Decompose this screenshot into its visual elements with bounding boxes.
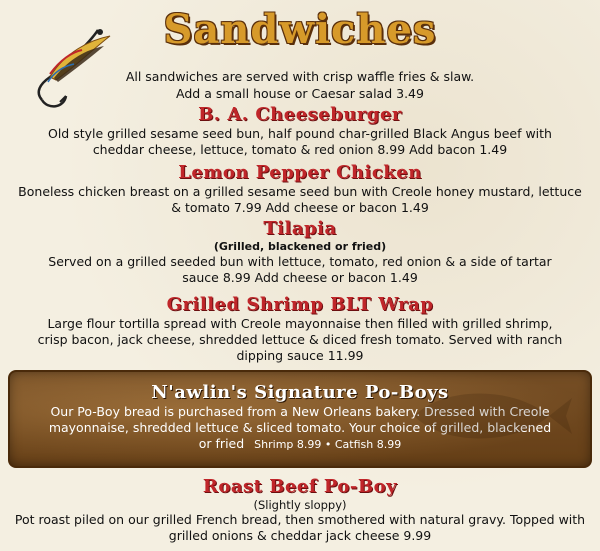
signature-po-boys-banner: [8, 370, 592, 468]
item-desc-line-3: dipping sauce 11.99: [236, 348, 364, 363]
item-name: Grilled Shrimp BLT Wrap: [166, 294, 434, 315]
menu-item-lemon-pepper-chicken: [0, 162, 600, 216]
intro-text: [0, 68, 600, 102]
item-sub: (Slightly sloppy): [253, 498, 347, 512]
item-desc-line-1: Boneless chicken breast on a grilled sesame seed bun with Creole honey mustard, lettuce: [18, 184, 582, 199]
item-name: Tilapia: [263, 218, 337, 239]
item-desc-line-2: cheddar cheese, lettuce, tomato & red onion 8.99 Add bacon 1.49: [92, 142, 508, 157]
signature-line-3-text: or fried: [198, 436, 245, 451]
signature-line-2: mayonnaise, shredded lettuce & sliced tomato. Your choice of grilled, blackened: [48, 420, 552, 435]
item-desc-line-2: sauce 8.99 Add cheese or bacon 1.49: [182, 270, 418, 285]
intro-line-2: Add a small house or Caesar salad 3.49: [176, 86, 424, 101]
menu-item-shrimp-blt-wrap: [0, 294, 600, 364]
signature-prices: Shrimp 8.99 • Catfish 8.99: [254, 438, 402, 451]
item-desc-line-1: Served on a grilled seeded bun with lettuce, tomato, red onion & a side of tartar: [48, 254, 552, 269]
item-desc-line-2: grilled onions & cheddar jack cheese 9.99: [168, 528, 432, 543]
item-desc-line-1: Pot roast piled on our grilled French bread, then smothered with natural gravy. Topped with: [14, 512, 586, 527]
menu-item-roast-beef-po-boy: [0, 476, 600, 544]
menu-item-tilapia: [0, 218, 600, 286]
item-desc-line-2: crisp bacon, jack cheese, shredded lettuce & diced fresh tomato. Served with ranch: [37, 332, 563, 347]
item-desc-line-1: Large flour tortilla spread with Creole mayonnaise then filled with grilled shrimp,: [47, 316, 553, 331]
intro-line-1: All sandwiches are served with crisp waffle fries & slaw.: [125, 69, 475, 84]
item-name: Roast Beef Po-Boy: [202, 476, 398, 497]
item-desc-line-1: Old style grilled sesame seed bun, half pound char-grilled Black Angus beef with: [48, 126, 552, 141]
page-title: Sandwiches: [163, 6, 437, 53]
item-name: B. A. Cheeseburger: [198, 104, 402, 125]
item-desc-line-2: & tomato 7.99 Add cheese or bacon 1.49: [171, 200, 429, 215]
signature-line-1: Our Po-Boy bread is purchased from a New Orleans bakery. Dressed with Creole: [50, 404, 550, 419]
menu-item-cheeseburger: [0, 104, 600, 158]
item-sub: (Grilled, blackened or fried): [213, 240, 387, 253]
fish-watermark-icon: [404, 376, 574, 456]
signature-heading: N'awlin's Signature Po-Boys: [151, 382, 449, 403]
item-name: Lemon Pepper Chicken: [178, 162, 422, 183]
